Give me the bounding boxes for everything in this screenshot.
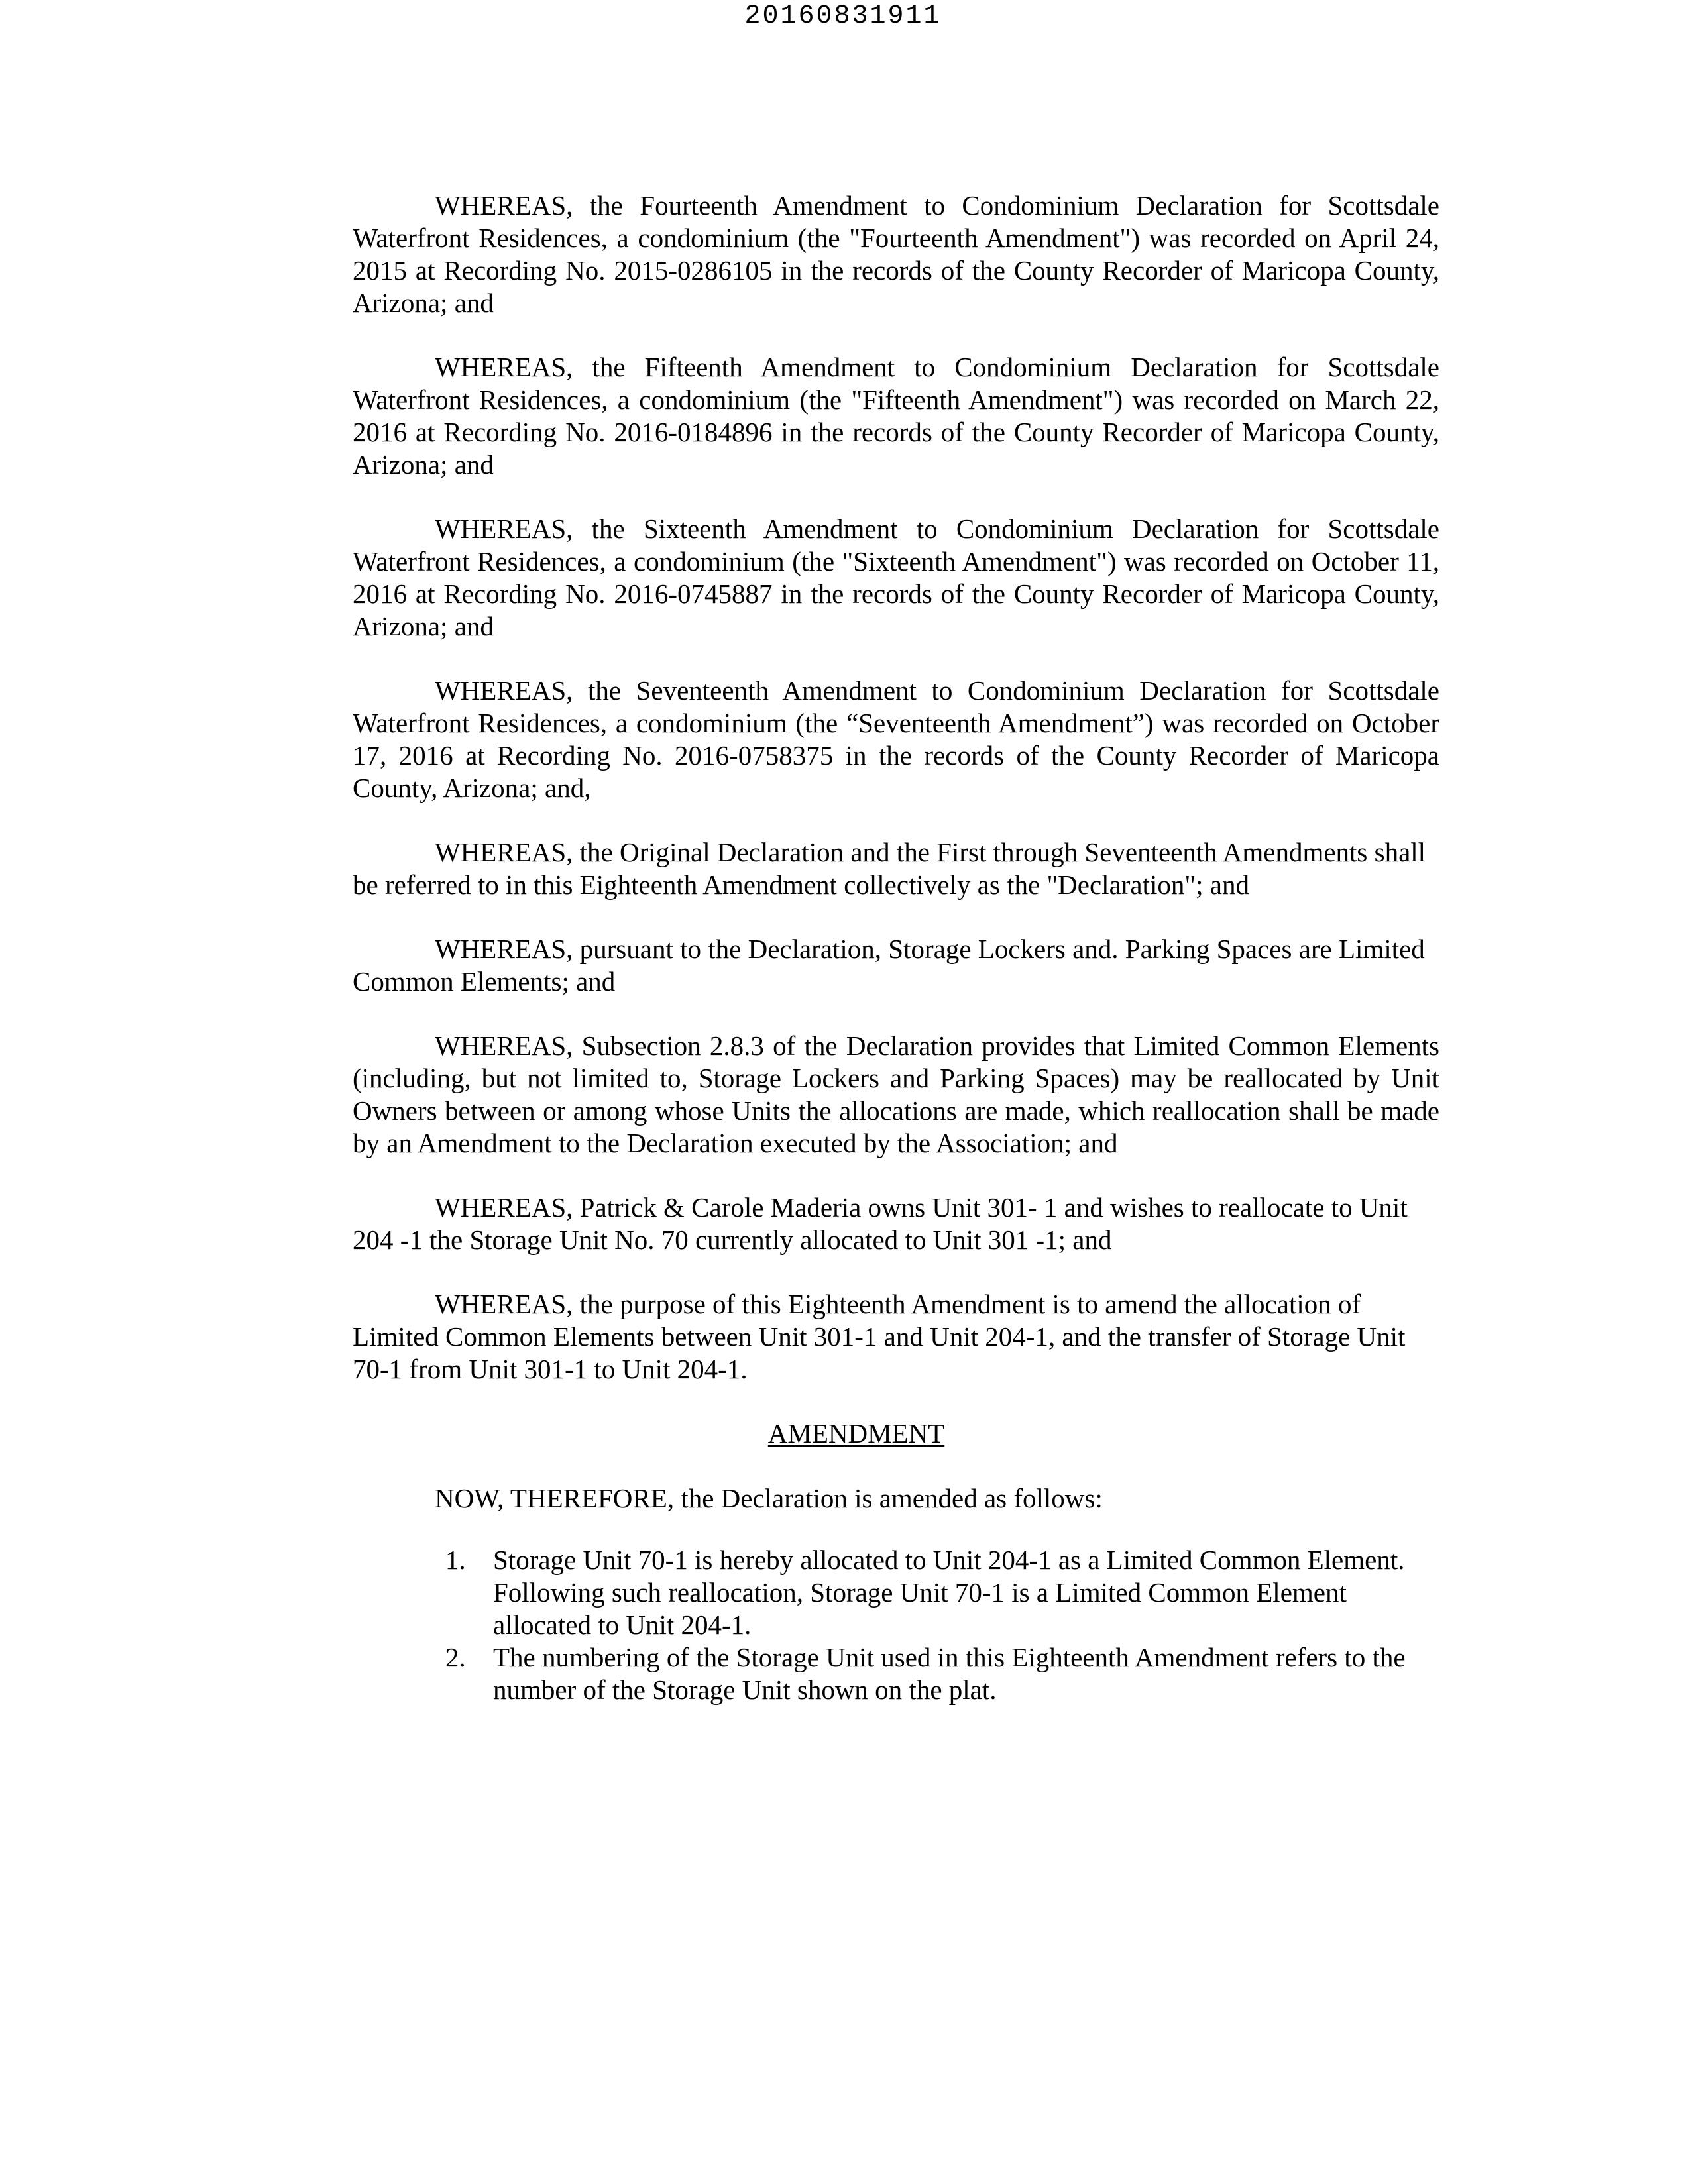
document-number: 20160831911	[744, 1, 942, 31]
amendment-item-number: 1.	[445, 1545, 466, 1575]
recital-seventeenth-amendment: WHEREAS, the Seventeenth Amendment to Condominium Declaration for Scottsdale Waterfront Residences, a condominium (the “Seventeenth Amendment”) was recorded on October 17, 2016 at Recording No. 2016-0758375 in the records of the County Recorder of Maricopa County, Arizona; and,	[353, 675, 1439, 803]
recital-limited-common-elements: WHEREAS, pursuant to the Declaration, Storage Lockers and. Parking Spaces are Limited Common Elements; and	[353, 934, 1425, 997]
recital-subsection-2-8-3: WHEREAS, Subsection 2.8.3 of the Declaration provides that Limited Common Elements (including, but not limited to, Storage Lockers and Parking Spaces) may be reallocated by Unit Owners between or among whose Units the allocations are made, which reallocation shall be made by an Amendment to the Declaration executed by the Association; and	[353, 1030, 1439, 1158]
recital-fourteenth-amendment: WHEREAS, the Fourteenth Amendment to Condominium Declaration for Scottsdale Waterfront Residences, a condominium (the "Fourteenth Amendment") was recorded on April 24, 2015 at Recording No. 2015-0286105 in the records of the County Recorder of Maricopa County, Arizona; and	[353, 190, 1439, 318]
amendment-intro: NOW, THEREFORE, the Declaration is amended as follows:	[435, 1483, 1103, 1513]
document-body	[353, 190, 1439, 1706]
amendment-heading	[353, 1417, 1439, 1450]
amendment-list	[445, 1544, 1439, 1706]
recital-declaration-definition: WHEREAS, the Original Declaration and the First through Seventeenth Amendments shall be referred to in this Eighteenth Amendment collectively as the "Declaration"; and	[353, 837, 1426, 900]
amendment-item-text: Storage Unit 70-1 is hereby allocated to Unit 204-1 as a Limited Common Element. Following such reallocation, Storage Unit 70-1 is a Limited Common Element allocated to Unit 204-1.	[493, 1545, 1405, 1640]
amendment-item	[445, 1641, 1439, 1706]
amendment-heading-text: AMENDMENT	[767, 1418, 945, 1448]
amendment-item	[445, 1544, 1439, 1641]
amendment-item-text: The numbering of the Storage Unit used in this Eighteenth Amendment refers to the number of the Storage Unit shown on the plat.	[493, 1642, 1406, 1705]
recital-sixteenth-amendment: WHEREAS, the Sixteenth Amendment to Condominium Declaration for Scottsdale Waterfront Residences, a condominium (the "Sixteenth Amendment") was recorded on October 11, 2016 at Recording No. 2016-0745887 in the records of the County Recorder of Maricopa County, Arizona; and	[353, 514, 1439, 641]
recital-purpose: WHEREAS, the purpose of this Eighteenth Amendment is to amend the allocation of Limited Common Elements between Unit 301-1 and Unit 204-1, and the transfer of Storage Unit 70-1 from Unit 301-1 to Unit 204-1.	[353, 1289, 1406, 1384]
amendment-item-number: 2.	[445, 1642, 466, 1672]
recital-unit-owner-reallocation: WHEREAS, Patrick & Carole Maderia owns Unit 301- 1 and wishes to reallocate to Unit 204 -1 the Storage Unit No. 70 currently allocated to Unit 301 -1; and	[353, 1192, 1408, 1255]
recital-fifteenth-amendment: WHEREAS, the Fifteenth Amendment to Condominium Declaration for Scottsdale Waterfront Residences, a condominium (the "Fifteenth Amendment") was recorded on March 22, 2016 at Recording No. 2016-0184896 in the records of the County Recorder of Maricopa County, Arizona; and	[353, 352, 1439, 480]
